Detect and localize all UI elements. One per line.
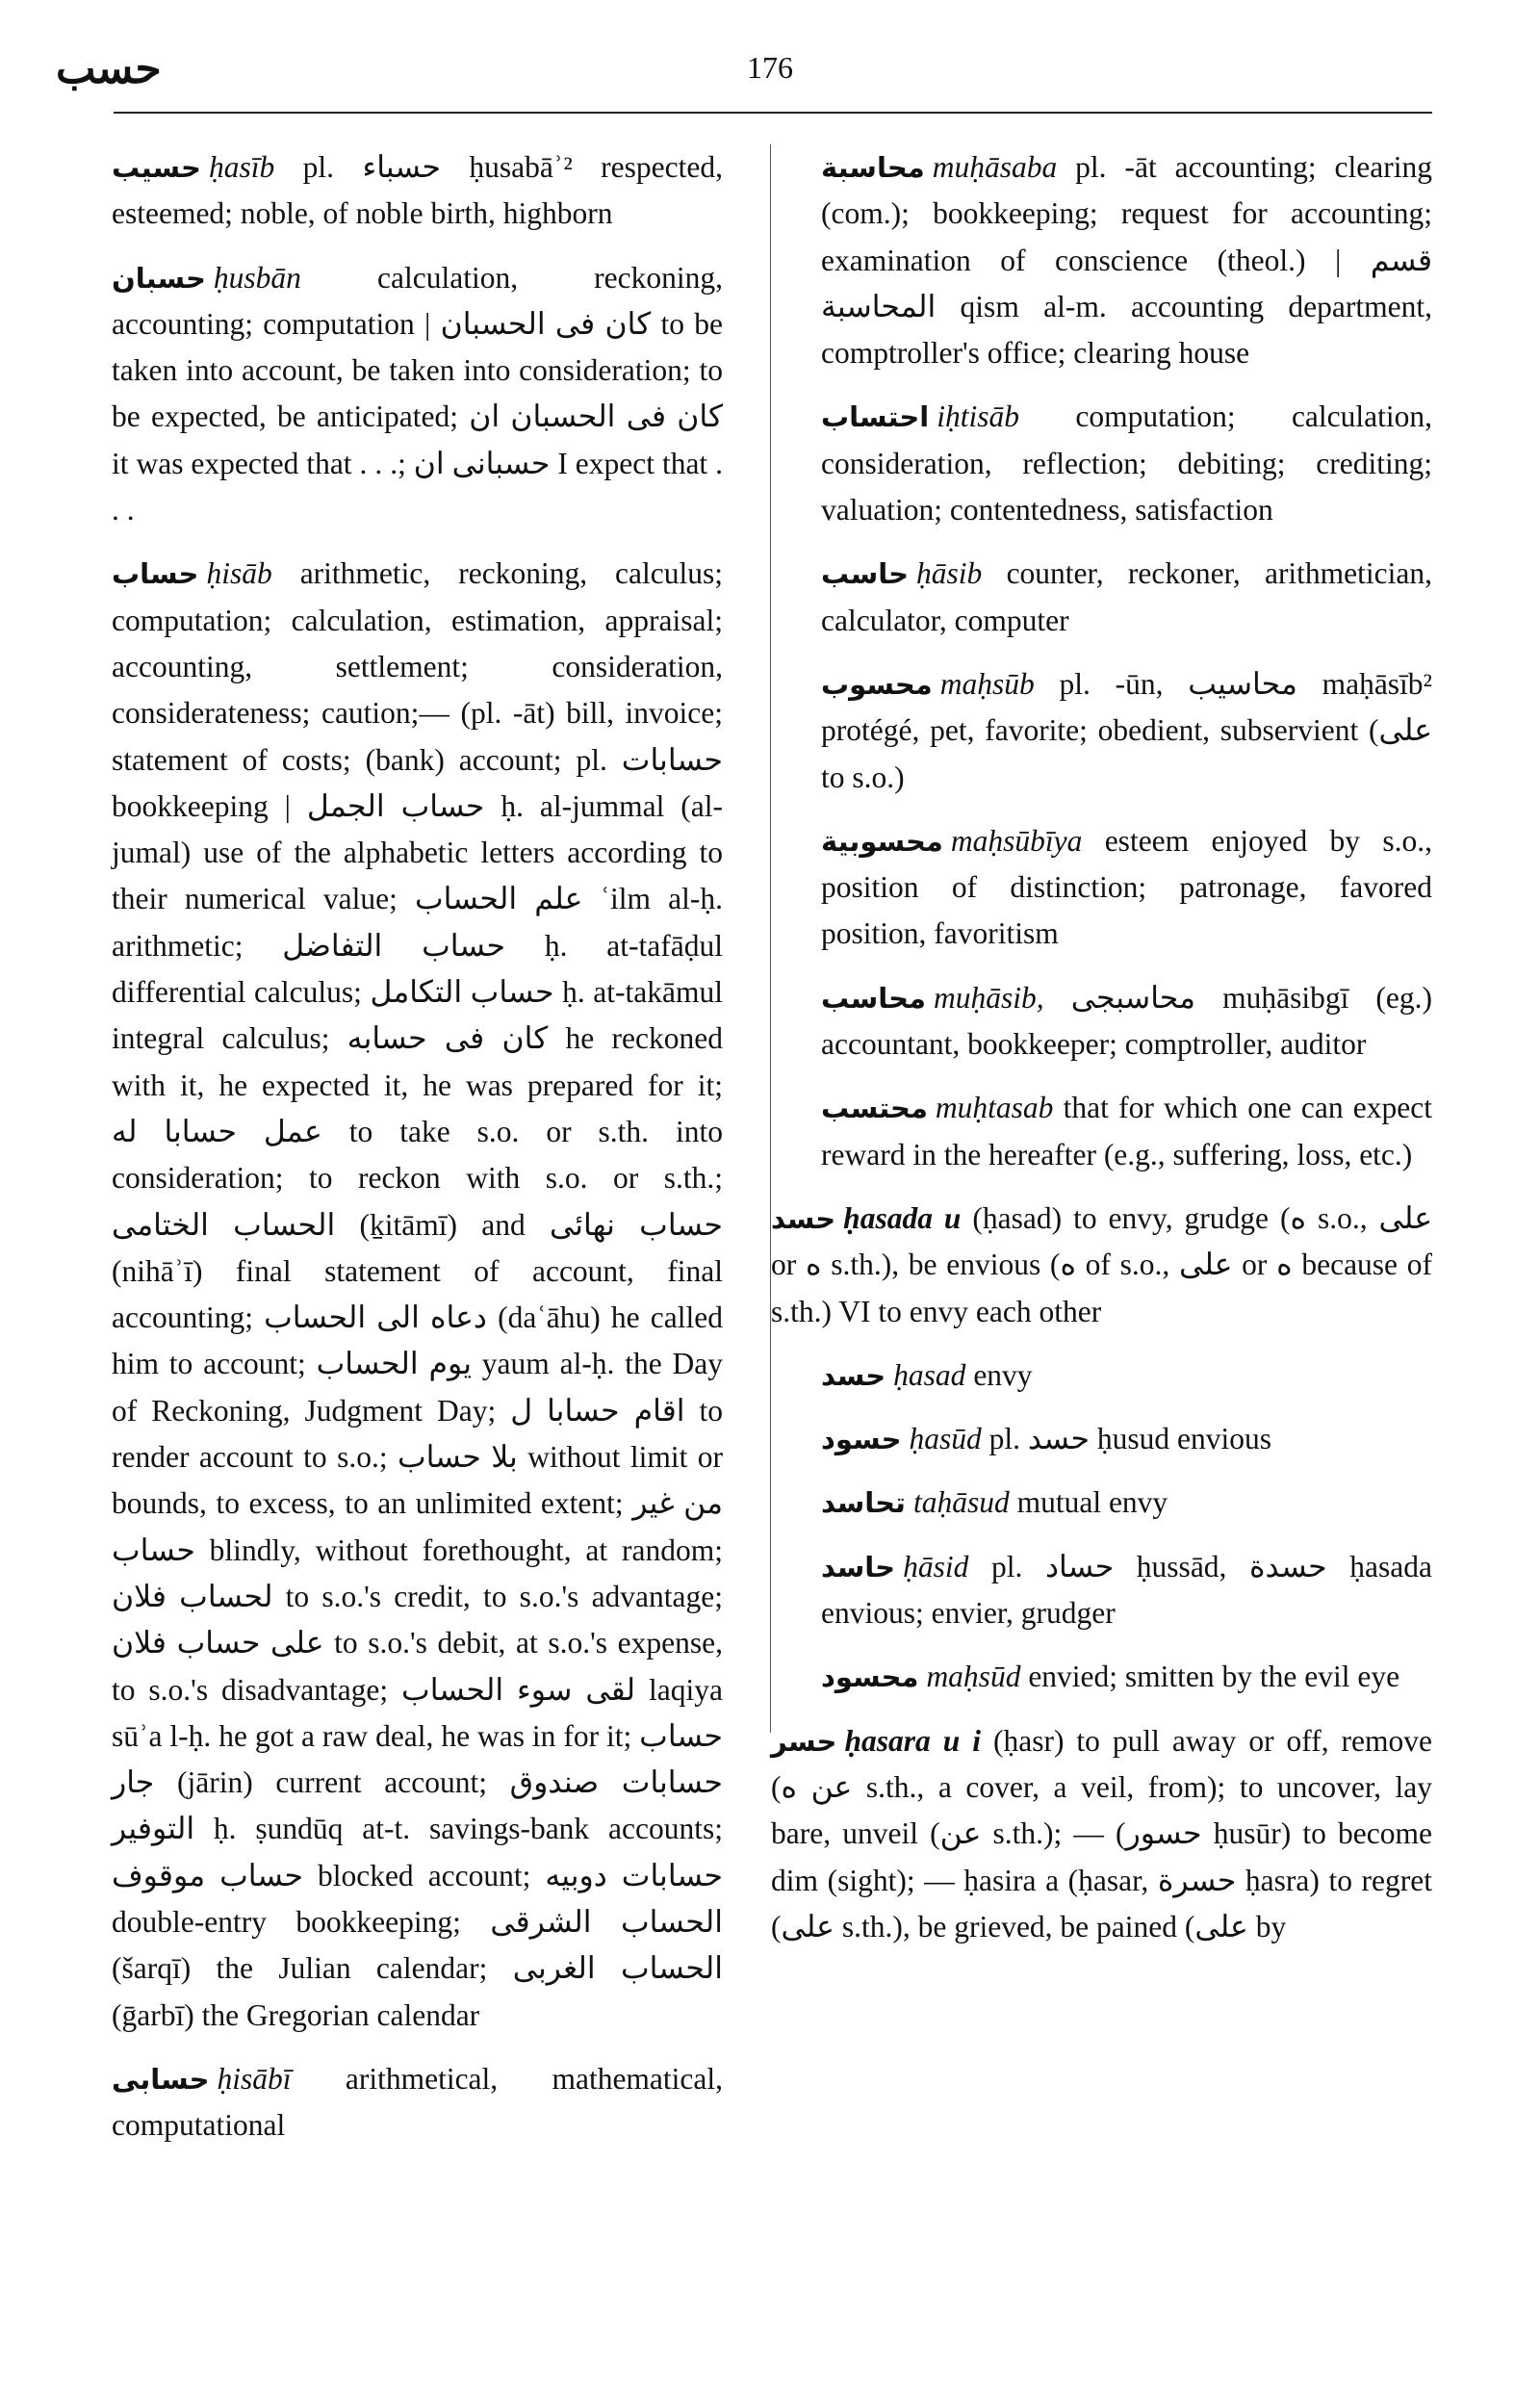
dictionary-entry-hasib: [112, 144, 723, 238]
headword-transliteration: ḥisābī: [217, 2061, 292, 2096]
headword-arabic: حاسد: [821, 1550, 896, 1583]
headword-arabic: حسد: [821, 1358, 886, 1392]
entry-definition: (ḥasr) to pull away or off, remove (عن ه s.th., a cover, a veil, from); to uncover, lay bare, unveil (عن s.th.); — (حسور ḥusūr) to become dim (sight); — ḥasira a (ḥasar, حسرة ḥasra) to regret (على s.th.), be grieved, be pained (على by: [771, 1723, 1433, 1944]
entry-definition: pl. حسباء ḥusabāʾ² respected, esteemed; noble, of noble birth, highborn: [112, 150, 723, 231]
dictionary-entry-mahsud: [821, 1654, 1432, 1700]
headword-arabic: محسود: [821, 1660, 919, 1694]
page-number: 176: [747, 50, 793, 85]
headword-arabic: حسد: [771, 1201, 836, 1235]
headword-arabic: محاسب: [821, 981, 926, 1015]
headword-arabic: حسر: [771, 1724, 837, 1758]
dictionary-entry-husban: [112, 255, 723, 534]
entry-definition: pl. حساد ḥussād, حسدة ḥasada envious; envier, grudger: [821, 1549, 1432, 1631]
entry-definition: محاسبجى muḥāsibgī (eg.) accountant, bookkeeper; comptroller, auditor: [821, 980, 1432, 1062]
entry-definition: computation; calculation, consideration, reflection; debiting; crediting; valuation; contentedness, satisfaction: [821, 399, 1432, 528]
dictionary-entry-muhasaba: [821, 144, 1432, 376]
dictionary-entry-tahasud: [821, 1480, 1432, 1526]
dictionary-entry-hasada: [771, 1196, 1432, 1335]
headword-arabic: محسوب: [821, 667, 933, 701]
left-column: [112, 144, 723, 2166]
dictionary-entry-hasid: [821, 1544, 1432, 1637]
headword-transliteration: maḥsūb: [939, 666, 1035, 701]
headword-transliteration: maḥsūd: [926, 1660, 1021, 1694]
headword-transliteration: taḥāsud: [912, 1485, 1010, 1520]
entry-definition: arithmetic, reckoning, calculus; computation; calculation, estimation, appraisal; accounting, settlement; consideration, considerateness; caution;— (pl. -āt) bill, invoice; statement of costs; (bank) account; pl. حسابات bookkeeping | حساب الجمل ḥ. al-jummal (al-jumal) use of the alphabetic letters according to their numerical value; علم الحساب ʿilm al-ḥ. arithmetic; حساب التفاضل ḥ. at-tafāḍul differential calculus; حساب التكامل ḥ. at-takāmul integral calculus; كان فى حسابه he reckoned with it, he expected it, he was prepared for it; عمل حسابا له to take s.o. or s.th. into consideration; to reckon with s.o. or s.th.; الحساب الختامى (ḵitāmī) and حساب نهائى (nihāʾī) final statement of account, final accounting; دعاه الى الحساب (daʿāhu) he called him to account; يوم الحساب yaum al-ḥ. the Day of Reckoning, Judgment Day; اقام حسابا ل to render account to s.o.; بلا حساب without limit or bounds, to excess, to an unlimited extent; من غير حساب blindly, without forethought, at random; لحساب فلان to s.o.'s credit, to s.o.'s advantage; على حساب فلان to s.o.'s debit, at s.o.'s expense, to s.o.'s disadvantage; لقى سوء الحساب laqiya sūʾa l-ḥ. he got a raw deal, he was in for it; حساب جار (jārin) current account; حسابات صندوق التوفير ḥ. ṣundūq at-t. savings-bank accounts; حساب موقوف blocked account; حسابات دوبيه double-entry bookkeeping; الحساب الشرقى (šarqī) the Julian calendar; الحساب الغربى (ḡarbī) the Gregorian calendar: [112, 556, 724, 2032]
headword-arabic: حسيب: [112, 151, 201, 184]
headword-arabic: احتساب: [821, 400, 930, 434]
entry-definition: (ḥasad) to envy, grudge (ه s.o., على or ه s.th.), be envious (ه of s.o., على or ه because of s.th.) VI to envy each other: [771, 1200, 1433, 1328]
headword-transliteration: ḥisāb: [206, 556, 272, 591]
dictionary-entry-mahsub: [821, 661, 1432, 801]
headword-transliteration: ḥasara u i: [844, 1723, 981, 1758]
headword-arabic: تحاسد: [821, 1486, 906, 1520]
headword-transliteration: ḥusbān: [213, 260, 301, 295]
headword-transliteration: iḥtisāb: [937, 399, 1019, 434]
dictionary-entry-ihtisab: [821, 394, 1432, 533]
entry-definition: arithmetical, mathematical, computational: [112, 2061, 724, 2143]
headword-arabic: محتسب: [821, 1092, 928, 1125]
headword-transliteration: muḥāsaba: [932, 150, 1058, 184]
entry-definition: envy: [973, 1357, 1033, 1392]
entry-definition: esteem enjoyed by s.o., position of distinction; patronage, favored position, favoritism: [821, 823, 1432, 951]
entry-definition: calculation, reckoning, accounting; computation | كان فى الحسبان to be taken into account, be taken into consideration; to be expected, be anticipated; كان فى الحسبان ان it was expected that . . .; حسبانى ان I expect that . . .: [112, 260, 724, 528]
headword-arabic: حسابى: [112, 2062, 210, 2096]
headword-transliteration: ḥāsid: [903, 1549, 969, 1583]
headword-arabic: حسبان: [112, 261, 206, 295]
headword-transliteration: ḥasad: [893, 1357, 966, 1392]
headword-transliteration: maḥsūbīya: [950, 823, 1083, 858]
dictionary-entry-hisab: [112, 551, 723, 2039]
entry-definition: that for which one can expect reward in the hereafter (e.g., suffering, loss, etc.): [821, 1091, 1433, 1171]
right-column: [771, 144, 1433, 1968]
headword-transliteration: muḥāsib,: [933, 980, 1044, 1015]
entry-definition: pl. -āt accounting; clearing (com.); bookkeeping; request for accounting; examination of conscience (theol.) | قسم المحاسبة qism al-m. accounting department, comptroller's office; clearing house: [821, 150, 1432, 371]
dictionary-entry-mahsubiya: [821, 818, 1432, 958]
dictionary-entry-hasud: [821, 1416, 1432, 1462]
header-rule: [114, 112, 1432, 114]
entry-definition: pl. -ūn, محاسيب maḥāsīb² protégé, pet, favorite; obedient, subservient (على to s.o.): [821, 666, 1433, 794]
entry-definition: envied; smitten by the evil eye: [1028, 1660, 1400, 1694]
running-head-arabic: حسب: [56, 45, 162, 92]
headword-arabic: محاسبة: [821, 151, 925, 184]
headword-arabic: حسود: [821, 1423, 902, 1456]
headword-transliteration: ḥasada u: [843, 1200, 962, 1235]
headword-transliteration: ḥasūd: [909, 1422, 982, 1456]
dictionary-entry-muhtasab: [821, 1085, 1432, 1178]
entry-definition: mutual envy: [1016, 1485, 1168, 1520]
dictionary-entry-hasib2: [821, 551, 1432, 644]
dictionary-entry-hasad: [821, 1352, 1432, 1399]
headword-transliteration: muḥtasab: [935, 1091, 1054, 1125]
headword-transliteration: ḥāsib: [916, 556, 983, 591]
dictionary-entry-hasara: [771, 1718, 1432, 1950]
headword-arabic: محسوبية: [821, 824, 943, 858]
headword-arabic: حساب: [112, 557, 199, 591]
entry-definition: pl. حسد ḥusud envious: [988, 1422, 1271, 1456]
dictionary-entry-hisabi: [112, 2056, 723, 2149]
headword-transliteration: ḥasīb: [208, 150, 275, 184]
entry-definition: counter, reckoner, arithmetician, calculator, computer: [821, 556, 1433, 637]
headword-arabic: حاسب: [821, 557, 910, 591]
dictionary-entry-muhasib: [821, 975, 1432, 1068]
column-divider: [770, 144, 771, 1733]
